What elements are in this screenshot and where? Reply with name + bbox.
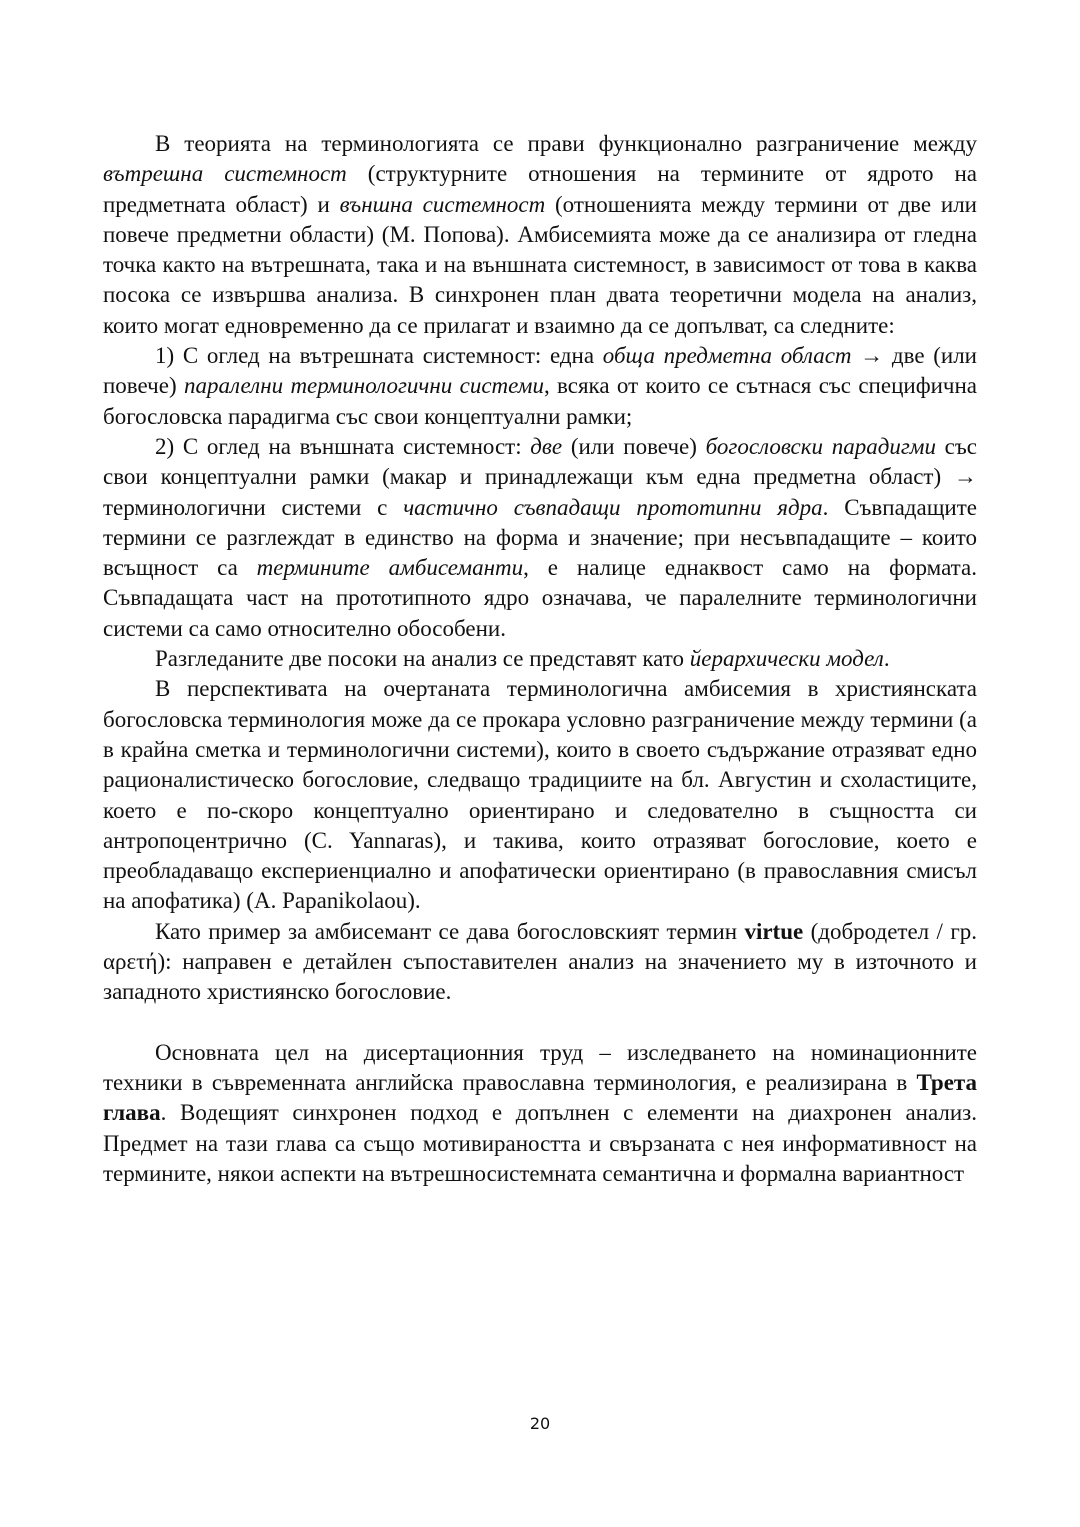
paragraph <box>103 674 977 916</box>
body-text <box>103 129 977 1189</box>
text-run: . <box>883 646 890 672</box>
text-run: Основната цел на дисертационния труд – изследването на номинационните техники в съвременната английска православна терминология, е реализирана в <box>103 1039 977 1095</box>
text-run: В перспективата на очертаната терминологична амбисемия в християнската богословска терминология може да се прокара условно разграничение между термини (а в крайна сметка и терминологични системи), които в своето съдържание отразяват едно рационалистическо богословие, следващо традициите на бл. Августин и схоластиците, което е по-скоро концептуално ориентирано и следователно в същността си антропоцентрично (C. Yannaras), и такива, които отразяват богословие, което е преобладаващо експериенциално и апофатически ориентирано (в православния смисъл на апофатика) (A. Papanikolaou). <box>103 676 977 914</box>
text-run: → две (или повече) <box>103 343 977 399</box>
text-run: , е налице еднаквост само на формата. Съвпадащата част на прототипното ядро означава, че паралелните терминологични системи са само относително обособени. <box>103 555 977 641</box>
text-run: (структурните отношения на термините от ядрото на предметната област) и <box>103 161 977 217</box>
page-number: 20 <box>529 1414 551 1433</box>
italic-term: външна системност <box>339 191 546 217</box>
italic-term: вътрешна системност <box>103 161 347 187</box>
text-run: със свои концептуални рамки (макар и принадлежащи към една предметна област) → терминологични системи с <box>103 433 977 520</box>
paragraph <box>103 432 977 644</box>
text-run: , всяка от които се сътнася със специфична богословска парадигма със свои концептуални рамки; <box>103 373 977 429</box>
text-run: Разгледаните две посоки на анализ се представят като <box>155 646 690 672</box>
paragraph <box>103 129 977 341</box>
text-run: 1) С оглед на вътрешната системност: една <box>155 343 603 369</box>
bold-term: Трета глава <box>103 1069 977 1126</box>
italic-term: богословски парадигми <box>705 433 936 459</box>
text-run: . Съвпадащите термини се разглеждат в единство на форма и значение; при несъвпадащите – които всъщност са <box>103 494 977 581</box>
italic-term: паралелни терминологични системи <box>183 373 544 399</box>
text-run: (добродетел / гр. αρετή): направен е детайлен съпоставителен анализ на значението му в източното и западното християнско богословие. <box>103 918 978 1005</box>
text-run: . Водещият синхронен подход е допълнен с елементи на диахронен анализ. Предмет на тази глава са също мотивираността и свързаната с нея информативност на термините, някои аспекти на вътрешносистемната семантична и формална вариантност <box>103 1100 977 1186</box>
text-run: 2) С оглед на външната системност: <box>155 433 531 459</box>
text-run: (отношенията между термини от две или повече предметни области) (М. Попова). Амбисемията може да се анализира от гледна точка както на вътрешната, така и на външната системност, в зависимост от това в каква посока се извършва анализа. В синхронен план двата теоретични модела на анализ, които могат едновременно да се прилагат и взаимно да се допълват, са следните: <box>103 191 977 338</box>
bold-term: virtue <box>744 918 804 944</box>
paragraph <box>103 917 977 1008</box>
italic-term: обща предметна област <box>602 343 852 369</box>
text-run: Като пример за амбисемант се дава богословският термин <box>155 918 745 944</box>
paragraph <box>103 644 977 674</box>
text-run: (или повече) <box>562 433 706 459</box>
italic-term: две <box>530 433 563 459</box>
text-run: В теорията на терминологията се прави функционално разграничение между <box>155 131 977 156</box>
italic-term: частично съвпадащи прототипни ядра <box>403 494 823 520</box>
italic-term: йерархически модел <box>689 646 884 672</box>
paragraph <box>103 341 977 432</box>
paragraph <box>103 1038 977 1189</box>
italic-term: термините амбисеманти <box>256 555 524 581</box>
